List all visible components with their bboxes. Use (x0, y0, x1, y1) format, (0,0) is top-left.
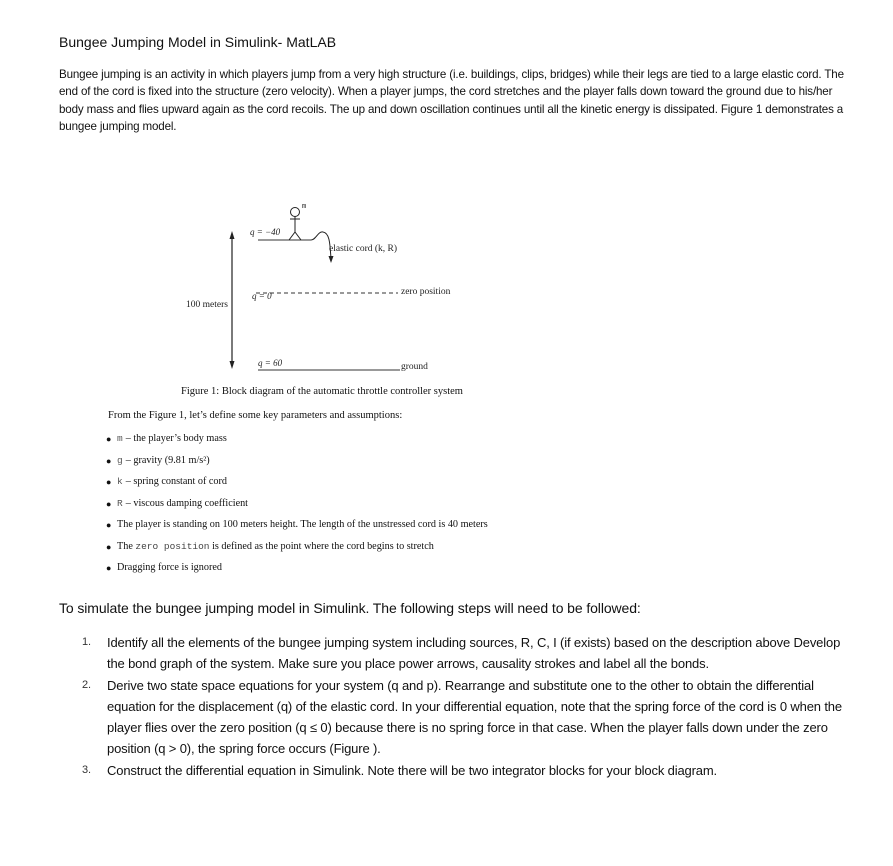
step-item: 1. Identify all the elements of the bungee jumping system including sources, R, C, I (if exists) based on the description above Develop the bond graph of the system. Make sure you place power arrows, causality strokes and label all the bonds. (82, 635, 841, 672)
bullet-icon: ● (106, 477, 112, 487)
bullet-icon: ● (106, 541, 112, 552)
param-item: ● The zero position is defined as the point where the cord begins to stretch (106, 540, 434, 552)
bungee-figure (170, 195, 480, 385)
bullet-icon: ● (106, 434, 112, 444)
parameters-list (106, 432, 488, 583)
param-item: ● Dragging force is ignored (106, 562, 222, 573)
figure-caption: Figure 1: Block diagram of the automatic throttle controller system (181, 386, 463, 397)
q-zero-label: q = 0 (252, 291, 272, 301)
bullet-icon: ● (106, 520, 112, 530)
mass-label: m (302, 203, 307, 211)
steps-intro: To simulate the bungee jumping model in Simulink. The following steps will need to be followed: (59, 600, 641, 616)
bullet-icon: ● (106, 455, 112, 466)
intro-paragraph: Bungee jumping is an activity in which players jump from a very high structure (i.e. buildings, clips, bridges) while their legs are tied to a large elastic cord. The end of the cord is fixed into the structure (zero velocity). When a player jumps, the cord stretches and the player falls down toward the ground due to his/her body mass and flies upward again as the cord recoils. The up and down oscillation continues until all the kinetic energy is dissipated. Figure 1 demonstrates a bungee jumping model. (59, 68, 844, 134)
step-item: 3. Construct the differential equation in Simulink. Note there will be two integrator blocks for your block diagram. (82, 762, 718, 778)
q-ground-label: q = 60 (258, 358, 283, 368)
ground-label: ground (401, 362, 428, 372)
cord-label: elastic cord (k, R) (329, 244, 398, 254)
param-item: ● k – spring constant of cord (106, 476, 227, 487)
height-label: 100 meters (186, 300, 228, 310)
param-item: ● m – the player’s body mass (106, 433, 227, 444)
param-item: ● R – viscous damping coefficient (106, 497, 249, 509)
zero-position-label: zero position (401, 287, 451, 297)
document-title: Bungee Jumping Model in Simulink- MatLAB (59, 34, 337, 50)
param-item: ● g – gravity (9.81 m/s²) (106, 454, 210, 466)
q-top-label: q = −40 (250, 227, 281, 237)
bullet-icon: ● (106, 498, 112, 509)
param-item: ● The player is standing on 100 meters height. The length of the unstressed cord is 40 meters (106, 519, 488, 530)
params-intro: From the Figure 1, let’s define some key parameters and assumptions: (108, 410, 403, 421)
step-item: 2. Derive two state space equations for your system (q and p). Rearrange and substitute one to the other to obtain the differential equation for the displacement (q) of the elastic cord. In your differential equation, note that the spring force of the cord is 0 when the player flies over the zero position (q ≤ 0) because there is no spring force in that case. When the player falls down under the zero position (q > 0), the spring force occurs (Figure ). (82, 677, 842, 757)
steps-list (82, 632, 852, 781)
bullet-icon: ● (106, 563, 112, 573)
